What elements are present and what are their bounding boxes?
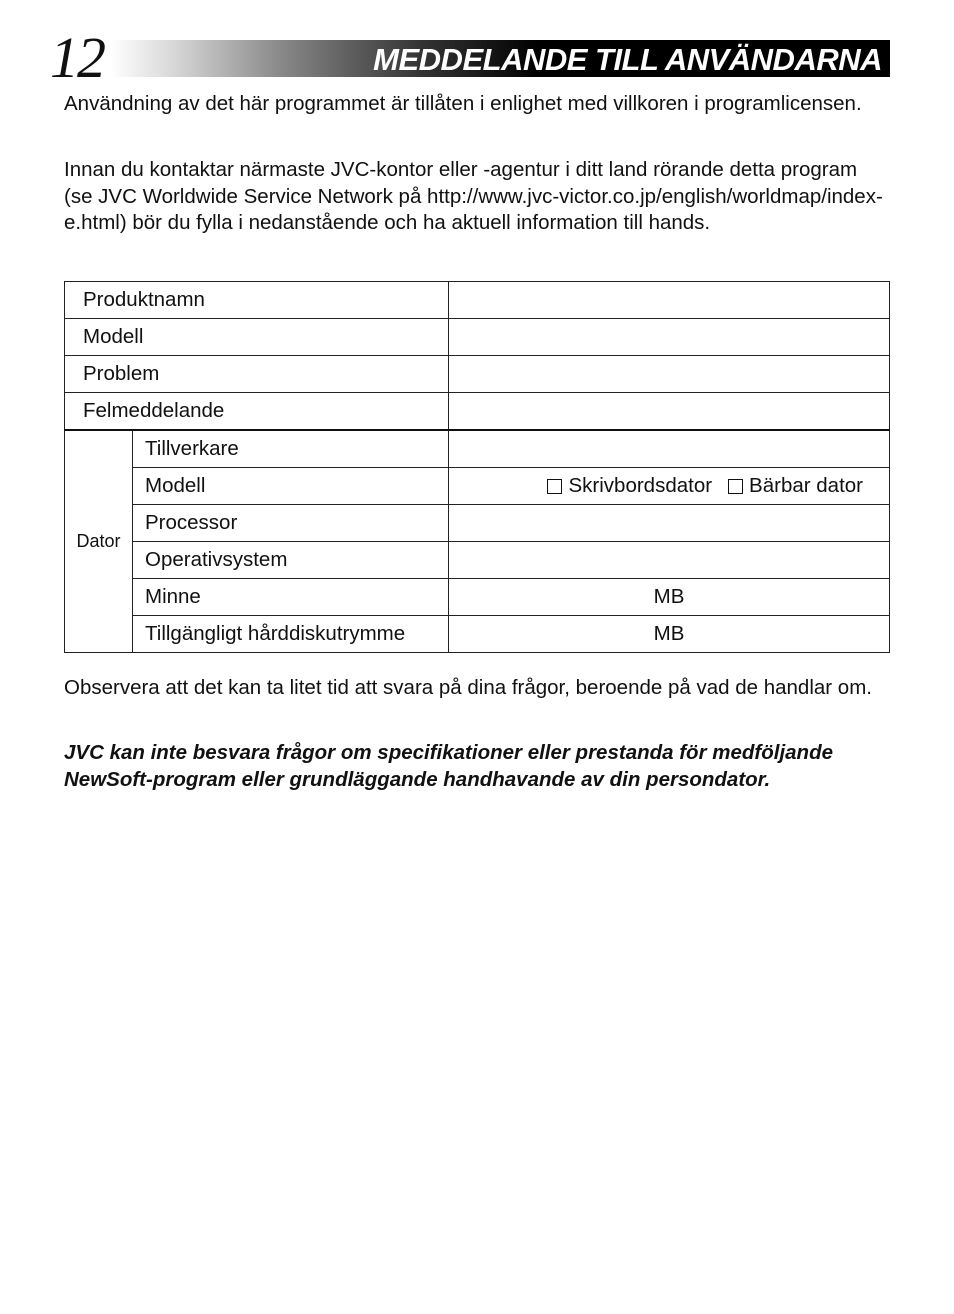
- form-row: [65, 616, 890, 653]
- form-row: [65, 393, 890, 431]
- row-label: Modell: [133, 468, 449, 505]
- intro-paragraph: Användning av det här programmet är tillåten i enlighet med villkoren i programlicensen.: [64, 92, 862, 115]
- row-label: Produktnamn: [65, 282, 449, 319]
- title-bar: [110, 40, 890, 77]
- manufacturer-field[interactable]: [449, 430, 890, 468]
- row-label: Modell: [65, 319, 449, 356]
- desktop-checkbox[interactable]: [547, 479, 562, 494]
- laptop-option[interactable]: [728, 474, 863, 498]
- disk-space-field[interactable]: [449, 616, 890, 653]
- response-time-paragraph: Observera att det kan ta litet tid att svara på dina frågor, beroende på vad de handlar om.: [64, 676, 872, 699]
- disk-unit: MB: [653, 622, 685, 645]
- form-row: [65, 579, 890, 616]
- model-field[interactable]: [449, 319, 890, 356]
- desktop-option[interactable]: [547, 474, 712, 498]
- form-row: [65, 430, 890, 468]
- page-number: 12: [50, 25, 104, 90]
- page-title: MEDDELANDE TILL ANVÄNDARNA: [373, 42, 882, 77]
- form-row: [65, 468, 890, 505]
- form-row: [65, 319, 890, 356]
- processor-field[interactable]: [449, 505, 890, 542]
- laptop-label: Bärbar dator: [749, 474, 863, 497]
- contact-paragraph: Innan du kontaktar närmaste JVC-kontor eller -agentur i ditt land rörande detta program (se JVC Worldwide Service Network på http://www.jvc-victor.co.jp/english/worldmap/index-e.html) bör du fylla i nedanstående och ha aktuell information till hands.: [64, 158, 883, 234]
- error-message-field[interactable]: [449, 393, 890, 431]
- form-row: [65, 542, 890, 579]
- os-field[interactable]: [449, 542, 890, 579]
- info-form-table: [64, 281, 890, 653]
- row-label: Minne: [133, 579, 449, 616]
- desktop-label: Skrivbordsdator: [568, 474, 713, 497]
- page-header: [50, 25, 892, 90]
- problem-field[interactable]: [449, 356, 890, 393]
- row-label: Tillverkare: [133, 430, 449, 468]
- row-label: Operativsystem: [133, 542, 449, 579]
- row-label: Felmeddelande: [65, 393, 449, 431]
- row-label: Problem: [65, 356, 449, 393]
- computer-model-cell: [449, 468, 890, 505]
- memory-unit: MB: [653, 585, 685, 608]
- computer-group-label: Dator: [65, 430, 133, 653]
- disclaimer-paragraph: JVC kan inte besvara frågor om specifikationer eller prestanda för medföljande NewSoft-program eller grundläggande handhavande av din persondator.: [64, 741, 833, 791]
- form-row: [65, 282, 890, 319]
- memory-field[interactable]: [449, 579, 890, 616]
- laptop-checkbox[interactable]: [728, 479, 743, 494]
- row-label: Processor: [133, 505, 449, 542]
- form-row: [65, 356, 890, 393]
- product-name-field[interactable]: [449, 282, 890, 319]
- row-label: Tillgängligt hårddiskutrymme: [133, 616, 449, 653]
- form-row: [65, 505, 890, 542]
